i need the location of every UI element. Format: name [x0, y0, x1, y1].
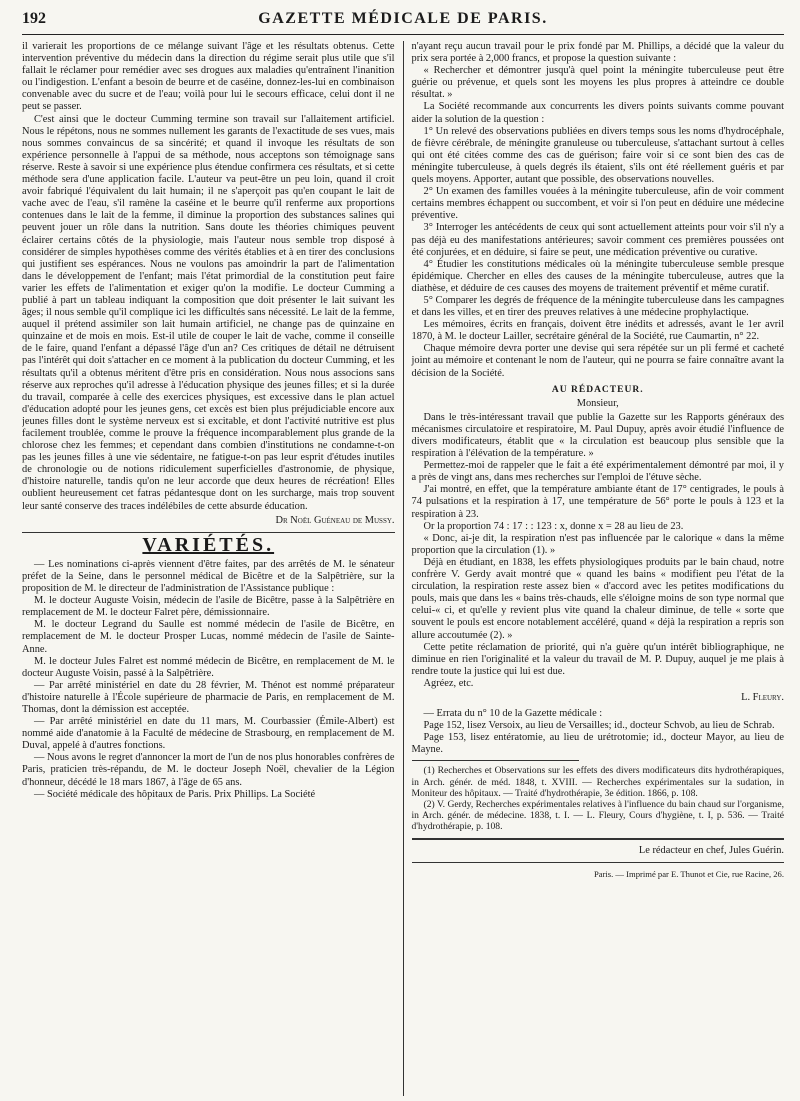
closing: Agréez, etc. — [423, 677, 474, 689]
paragraph: M. le docteur Auguste Voisin, médecin de l'asile de Bicêtre, passe à la Salpêtrière en remplacement de M. le docteur Falret père, démissionnaire. — [22, 595, 395, 619]
paragraph: Or la proportion 74 : 17 : : 123 : x, donne x = 28 au lieu de 23. — [423, 520, 684, 532]
paragraph: — Les nominations ci-après viennent d'être faites, par des arrêtés de M. le sénateur préfet de la Seine, dans le personnel médical de Bicêtre et de la Salpêtrière, sur la proposition de M. le directeur de l'administration de l'Assistance publique : — [22, 558, 395, 595]
journal-title: GAZETTE MÉDICALE DE PARIS. — [258, 10, 548, 27]
paragraph: Déjà en étudiant, en 1838, les effets physiologiques produits par le bain chaud, notre confrère V. Gerdy avait montré que « quand les bains « modifient peu l'état de la circulation, la respiration reste assez bien « d'accord avec les petites modifications du pouls, mais que dans les « bains très-chauds, elle s'éloigne moins de son type normal que celui-« ci, et qu'elle y revient plus vite quand la chaleur diminue, de telle « sorte que souvent le pouls est encore notablement accéléré, quand « déjà la respiration a repris son allure accoutumée (2). » — [411, 556, 784, 641]
footnote: (1) Recherches et Observations sur les effets des divers modificateurs dits hydrothérapiques, in Arch. génér. de méd. 1848, t. XVIII. — Recherches expérimentales sur la sudation, in Moniteur des hôpitaux. — Traité d'hydrothérapie, 3e édition. 1866, p. 108. — [411, 765, 784, 799]
paragraph: « Rechercher et démontrer jusqu'à quel point la méningite tuberculeuse peut être guérie ou prévenue, et quels sont les moyens les plus propres à atteindre ce double résultat. » — [411, 65, 784, 101]
errata-item: Page 153, lisez entératomie, au lieu de urétrotomie; id., docteur Mayor, au lieu de Mayne. — [411, 732, 784, 756]
divider — [412, 838, 785, 840]
paragraph: n'ayant reçu aucun travail pour le prix fondé par M. Phillips, a décidé que la valeur du prix sera portée à 2,000 francs, et propose la question suivante : — [411, 41, 784, 65]
paragraph: C'est ainsi que le docteur Cumming termine son travail sur l'allaitement artificiel. Nous le répétons, nous ne sommes nullement les garants de l'exactitude de ses vues, mais nous sommes convaincus de sa sincérité; et quand il invoque les résultats de son expérience personnelle à l'appui de sa méthode, nous acceptons son témoignage sans réserve. Reste à savoir si une expérience plus étendue confirmera ces résultats, et si cette méthode sera d'une application facile. L'auteur va peut-être un peu loin, quand il croit avoir fabriqué l'équivalent du lait humain; il ne s'aperçoit pas qu'en coupant le lait de vache avec de l'eau, s'il ramène la caséine et le beurre qu'il renferme aux proportions contenues dans le lait de la femme, il diminue la proportion des substances salines qui peuvent jouer un rôle dans la nutrition. Sans doute les théories chimiques peuvent éclairer certains côtés de la physiologie, mais l'auteur nous semble trop disposé à considérer de simples hypothèses comme des vérités établies et à en tirer des conclusions qui justifient ses espérances. Nous ne voulons pas amoindrir la part de l'alimentation dans le développement de l'enfant; mais l'état primordial de la constitution peut faire varier les effets de l'alimentation et exiger qu'on la modifie. Le docteur Cumming a publié à part un tableau indiquant la composition que doit présenter le lait suivant les âges; il nous semble qu'il complique ici les difficultés sans nécessité. Le lait de la femme, auquel il prétend assimiler son lait humain artificiel, ne change pas de quinzaine en quinzaine et de mois en mois. Est-il utile de couper le lait de vache, comme il conseille de le faire, quand l'enfant a dépassé l'âge d'un an? Ces critiques de détail ne détruisent pas l'intérêt qui doit s'attacher en ce moment à la publication du docteur Cumming, et les résultats qu'il a obtenus méritent d'être pris en considération. Nous nous associons sans réserve aux reproches qu'il adresse à l'éducation physique des jeunes filles; et si la durée du travail, comparée à celle des exercices physiques, est excessive dans le plan actuel d'éducation adopté pour les jeunes gens, cet excès est bien plus préjudiciable encore aux jeunes filles dont le système nerveux est si excitable, et dont l'activité nutritive est plus facilement troublée, comme le prouve la fréquence incomparablement plus grande de la chlorose chez les femmes; et cependant dans combien d'institutions ne condamne-t-on pas les jeunes filles à une vie sédentaire, ne fatigue-t-on pas leur esprit d'études inutiles de chronologie ou de notions ridiculement superficielles d'astronomie, de physique, d'histoire naturelle, tandis qu'on ne leur accorde que deux heures de récréation! Elles oublient heureusement cet fatras pédantesque dont on les surcharge, mais trop souvent leur santé conserve des traces indélébiles de cette absurde éducation. — [22, 113, 395, 512]
printer-credit: Paris. — Imprimé par E. Thunot et Cie, rue Racine, 26. — [593, 868, 784, 879]
paragraph: M. le docteur Jules Falret est nommé médecin de Bicêtre, en remplacement de M. le docteur Auguste Voisin, passé à la Salpêtrière. — [22, 655, 395, 679]
columns — [22, 41, 784, 1096]
page-header — [22, 10, 784, 35]
paragraph: Les mémoires, écrits en français, doivent être inédits et adressés, avant le 1er avril 1870, à M. le docteur Lailler, secrétaire général de la Société, rue Caumartin, n° 22. — [411, 319, 784, 343]
divider — [412, 760, 580, 761]
paragraph: J'ai montré, en effet, que la température ambiante étant de 17° centigrades, le pouls à 74 pulsations et la respiration à 17, une température de 56° porte le pouls à 123 et la respiration à 23. — [411, 484, 784, 520]
divider — [412, 862, 785, 863]
paragraph: M. le docteur Legrand du Saulle est nommé médecin de l'asile de Bicêtre, en remplacement de M. le docteur Prosper Lucas, nommé médecin de l'asile de Sainte-Anne. — [22, 619, 395, 655]
paragraph: — Société médicale des hôpitaux de Paris. Prix Phillips. La Société — [34, 788, 316, 800]
paragraph: 5° Comparer les degrés de fréquence de la méningite tuberculeuse dans les campagnes et dans les villes, et en tirer des preuves relatives à une médecine prophylactique. — [411, 294, 784, 319]
page-number: 192 — [22, 10, 46, 27]
paragraph: 2° Un examen des familles vouées à la méningite tuberculeuse, afin de voir comment certains membres échappent ou succombent, et voir si l'on peut en déduire une médecine préventive. — [411, 186, 784, 222]
paragraph: il varierait les proportions de ce mélange suivant l'âge et les résultats obtenus. Cette intervention préventive du médecin dans la direction du régime serait plus utile que s'il fallait le réclamer pour remédier avec ses drogues aux maladies qu'entraînent l'inanition ou l'indigestion. L'enfant a besoin de beurre et de caséine, donnez-les-lui en combinaison convenable avec du sucre et de l'eau; voilà pour lui le secours efficace, celui dont il ne peut se passer. — [22, 41, 395, 113]
letter-salutation: Monsieur, — [576, 397, 619, 409]
editor-credit: Le rédacteur en chef, Jules Guérin. — [638, 844, 784, 856]
paragraph: — Par arrêté ministériel en date du 11 mars, M. Courbassier (Émile-Albert) est nommé aide d'anatomie à la Faculté de médecine de Strasbourg, en remplacement de M. Duval, appelé à d'autres fonctions. — [22, 716, 395, 752]
letter-heading: AU RÉDACTEUR. — [551, 384, 644, 395]
divider — [22, 532, 395, 533]
right-column — [404, 41, 785, 1096]
paragraph: Chaque mémoire devra porter une devise qui sera répétée sur un pli fermé et cacheté joint au mémoire et contenant le nom de l'auteur, qui ne pourra se faire connaître avant la décision de la Société. — [411, 343, 784, 379]
letter-signature: L. Fleury. — [741, 691, 784, 703]
paragraph: La Société recommande aux concurrents les divers points suivants comme pouvant aider la solution de la question : — [411, 101, 784, 125]
errata-item: Page 152, lisez Versoix, au lieu de Versailles; id., docteur Schvob, au lieu de Schrab. — [423, 720, 775, 732]
paragraph: Permettez-moi de rappeler que le fait a été expérimentalement démontré par moi, il y a près de vingt ans, dans mes recherches sur l'emploi de l'étuve sèche. — [411, 460, 784, 484]
paragraph: — Par arrêté ministériel en date du 28 février, M. Thénot est nommé préparateur d'histoire naturelle à l'École supérieure de pharmacie de Paris, en remplacement de M. Thomas, dont la démission est acceptée. — [22, 679, 395, 715]
section-title: VARIÉTÉS. — [142, 533, 275, 556]
paragraph: 4° Étudier les constitutions médicales où la méningite tuberculeuse semble presque épidémique. Chercher en elles des causes de la méningite tuberculeuse, autres que la diathèse, et déduire de ces causes des moyens de traitement préventif et même curatif. — [411, 258, 784, 294]
footnote: (2) V. Gerdy, Recherches expérimentales relatives à l'influence du bain chaud sur l'organisme, in Arch. génér. de médecine. 1838, t. I. — L. Fleury, Cours d'hygiène, t. I, p. 536. — Traité d'hydrothérapie, p. 108. — [411, 799, 784, 833]
left-column — [22, 41, 404, 1096]
paragraph: « Donc, ai-je dit, la respiration n'est pas influencée par le calorique « dans la même proportion que la circulation (1). » — [411, 532, 784, 556]
paragraph: Dans le très-intéressant travail que publie la Gazette sur les Rapports généraux des mécanismes circulatoire et respiratoire, M. Paul Dupuy, après avoir étudié l'influence de divers modificateurs, établit que « la circulation est beaucoup plus sensible que la respiration à l'élévation de la température. » — [411, 411, 784, 460]
paragraph: — Nous avons le regret d'annoncer la mort de l'un de nos plus honorables confrères de Paris, praticien très-répandu, de M. le docteur Joseph Noël, chevalier de la Légion d'honneur, décédé le 18 mars 1867, à l'âge de 65 ans. — [22, 752, 395, 788]
errata-heading: — Errata du n° 10 de la Gazette médicale : — [423, 708, 603, 720]
paragraph: 3° Interroger les antécédents de ceux qui sont actuellement atteints pour voir s'il n'y a pas déjà eu des manifestations antérieures; savoir comment ces premières poussées ont été conjurées, et en déduire, si faire se peut, une médication préventive ou curative. — [411, 222, 784, 258]
paragraph: 1° Un relevé des observations publiées en divers temps sous les noms d'hydrocéphale, de fièvre cérébrale, de méningite granuleuse ou tuberculeuse, s'attachant surtout à celles qui ont été citées comme des cas de guérison; faire voir si ce sont bien des cas de méningite tuberculeuse, à quels degrés ils étaient, s'ils ont été réellement guéris et par quels moyens. Apporter, autant que possible, des observations nouvelles. — [411, 125, 784, 186]
author-signature: Dr Noël Guéneau de Mussy. — [275, 514, 395, 526]
paragraph: Cette petite réclamation de priorité, qui n'a guère qu'un intérêt bibliographique, ne diminue en rien l'originalité et la valeur du travail de M. P. Dupuy, auquel je me plais à rendre toute la justice qui lui est due. — [411, 641, 784, 677]
